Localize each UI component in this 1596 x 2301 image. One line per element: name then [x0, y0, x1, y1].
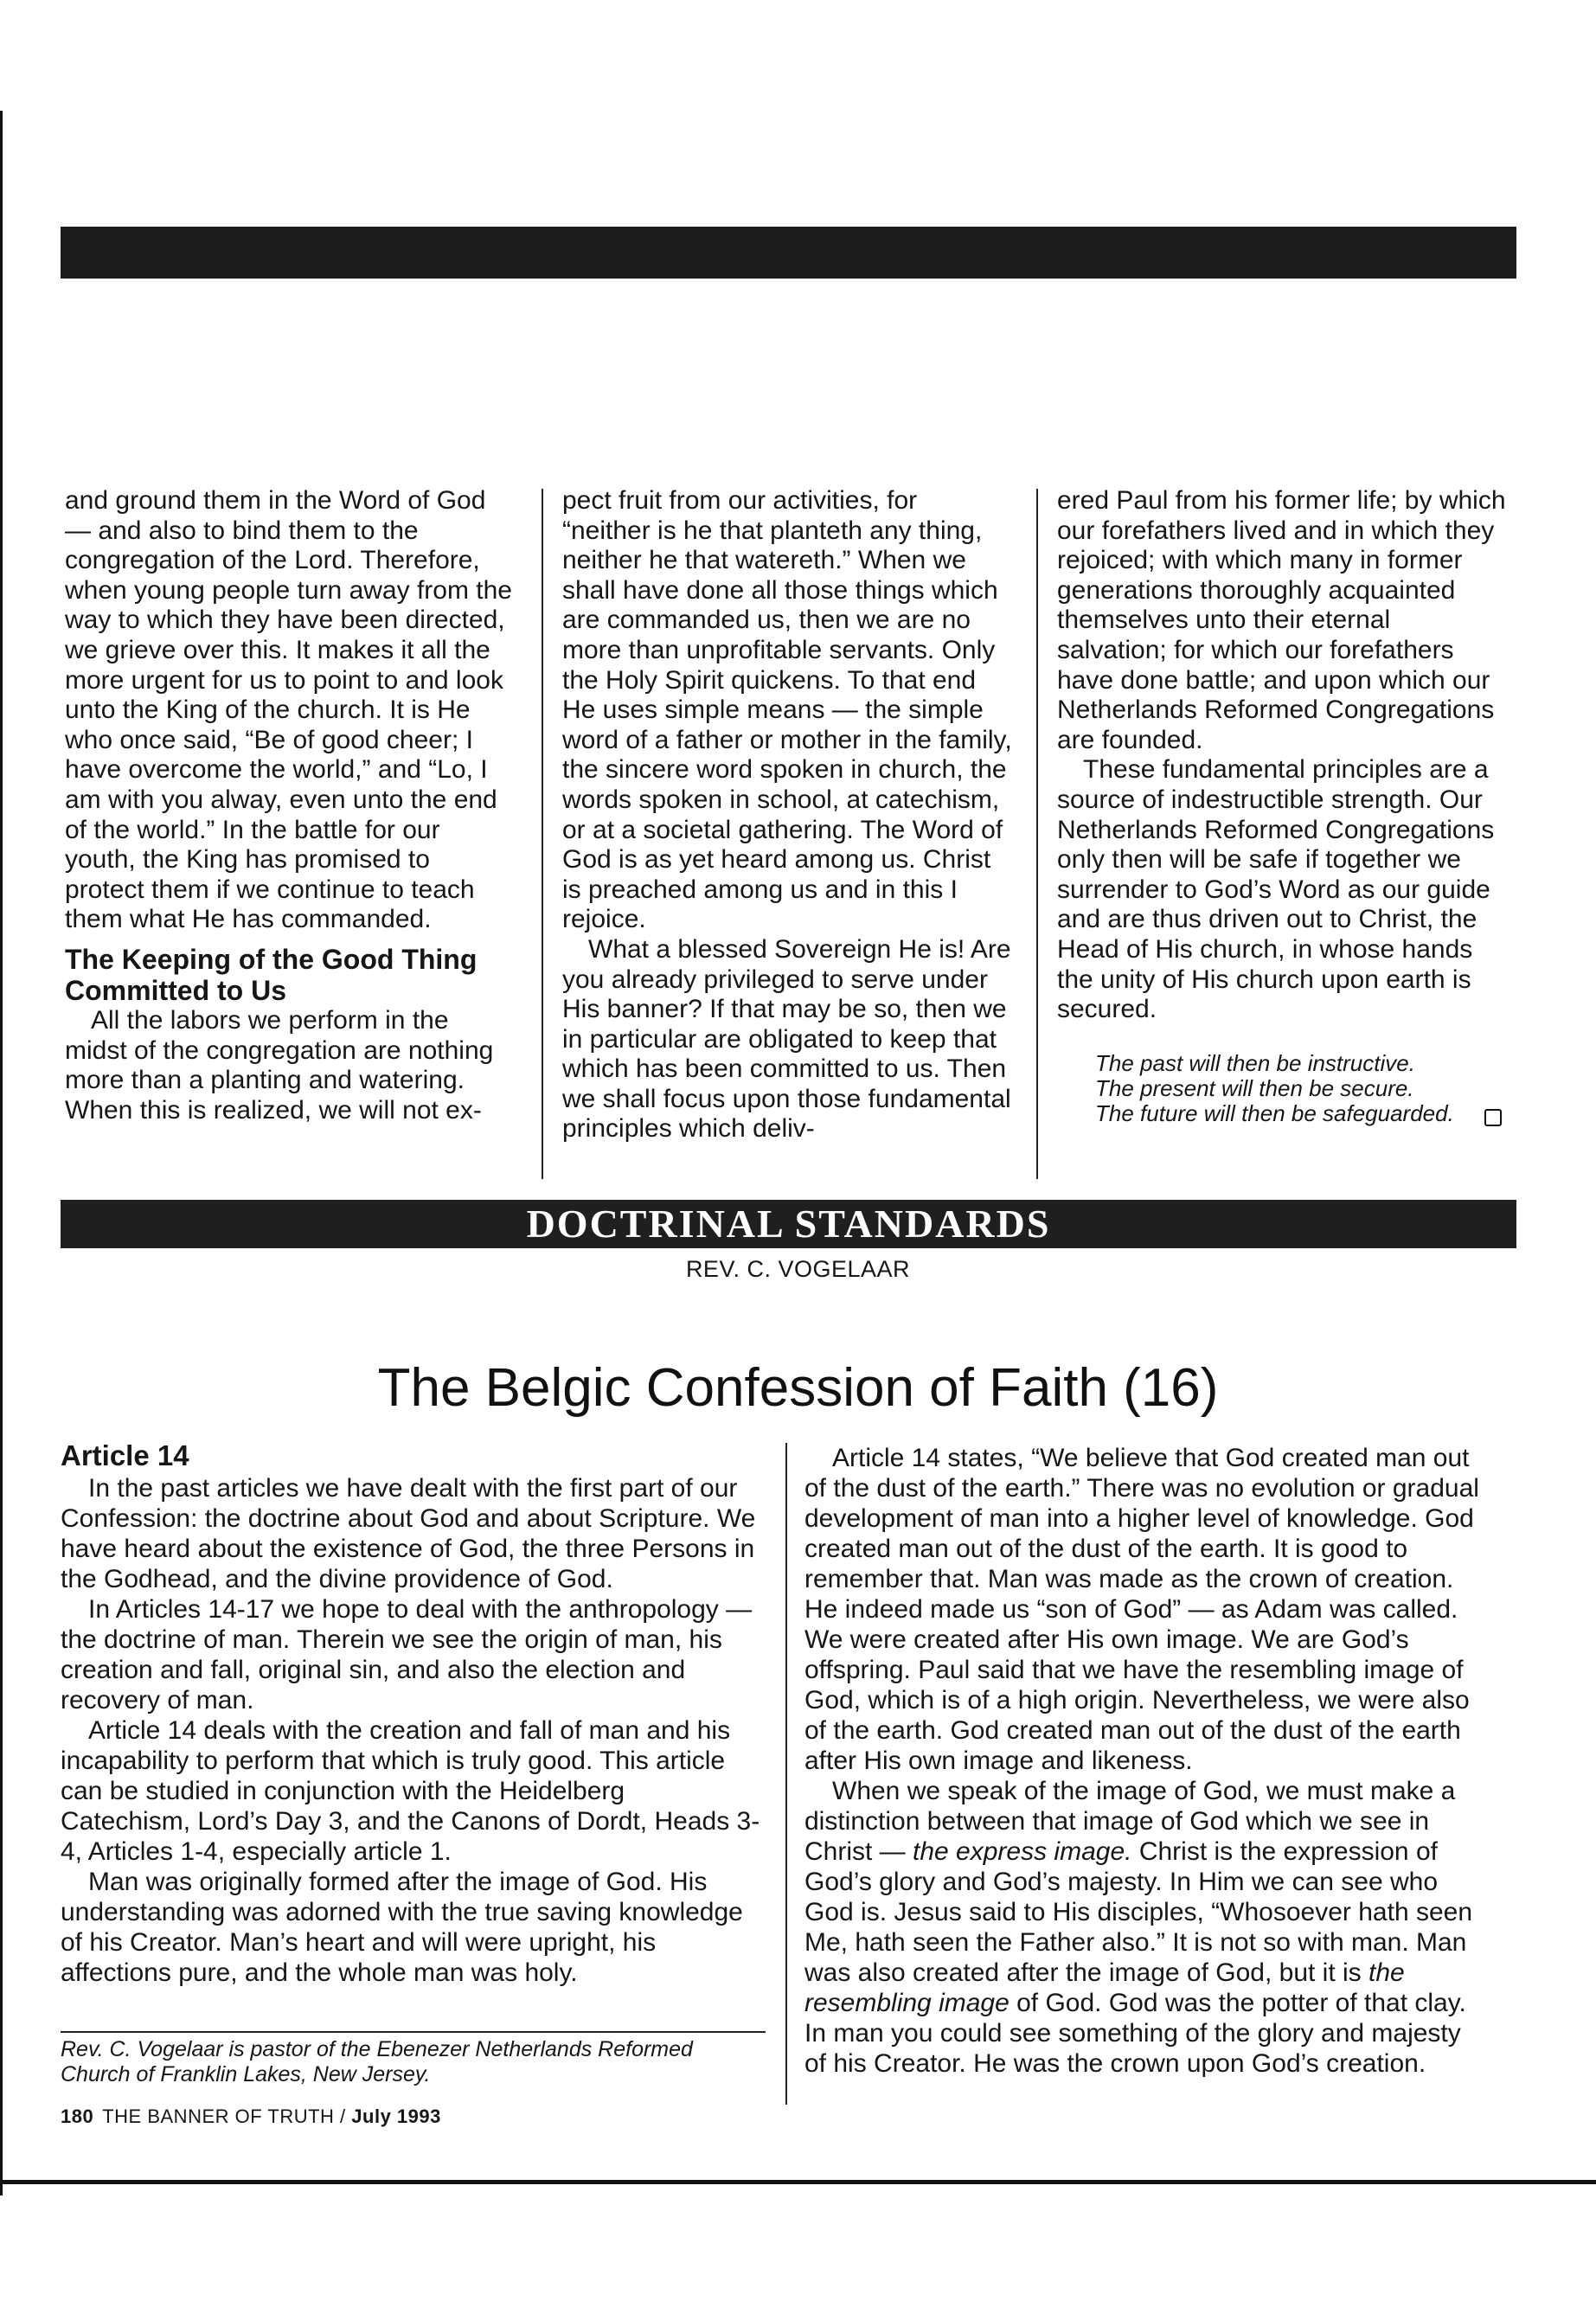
author-byline: REV. C. VOGELAAR	[685, 1256, 911, 1282]
paragraph	[804, 1776, 1479, 2079]
author-footnote: Rev. C. Vogelaar is pastor of the Ebenezer Netherlands Reformed Church of Franklin Lakes, New Jersey.	[61, 2037, 693, 2086]
footnote-rule	[61, 2031, 766, 2033]
top-header-band	[61, 227, 1516, 279]
poem-line: The present will then be secure.	[1095, 1074, 1414, 1101]
article-subheading: Article 14	[61, 1439, 189, 1471]
page-folio	[61, 2106, 441, 2128]
article-title: The Belgic Confession of Faith (16)	[377, 1358, 1219, 1418]
italic-text: the resembling image	[804, 1958, 1405, 2017]
column-divider	[785, 1443, 787, 2105]
paragraph: What a blessed Sovereign He is! Are you already privileged to serve under His banner? If that may be so, then we in particular are obligated to keep that which has been committed to us. Then we shall focus upon those fundamental principles which deliv-	[562, 934, 1011, 1144]
paragraph: Article 14 states, “We believe that God created man out of the dust of the earth.” There was no evolution or gradual development of man into a higher level of knowledge. God created man out of the dust of the earth. It is good to remember that. Man was made as the crown of creation. He indeed made us “son of God” — as Adam was called. We were created after His own image. We are God’s offspring. Paul said that we have the resembling image of God, which is of a high origin. Nevertheless, we were also of the earth. God created man out of the dust of the earth after His own image and likeness.	[804, 1444, 1479, 1775]
paragraph: In the past articles we have dealt with the first part of our Confession: the doctrine about God and about Scripture. We have heard about the existence of God, the three Persons in the Godhead, and the divine providence of God.	[61, 1474, 756, 1593]
poem-line: The past will then be instructive.	[1095, 1049, 1415, 1076]
paragraph: Article 14 deals with the creation and fall of man and his incapability to perform that which is truly good. This article can be studied in conjunction with the Heidelberg Catechism, Lord’s Day 3, and the Canons of Dordt, Heads 3-4, Articles 1-4, especially article 1.	[61, 1716, 760, 1866]
italic-text: the express image.	[913, 1837, 1132, 1866]
text-run: When we speak of the image of God, we must make a distinction between that image of God which we see in Christ —	[804, 1777, 1456, 1866]
department-banner	[61, 1200, 1516, 1248]
end-of-article-square-icon	[1484, 1109, 1502, 1126]
paragraph: All the labors we perform in the midst of the congregation are nothing more than a planting and watering. When this is realized, we will not ex-	[65, 1005, 494, 1125]
text-run: Christ is the expression of God’s glory and God’s majesty. In Him we can see who God is. Jesus said to His disciples, “Whosoever hath seen Me, hath seen the Father also.” It is not so with man. Man was also created after the image of God, but it is	[804, 1837, 1473, 1987]
section-heading: The Keeping of the Good Thing Committed to Us	[65, 943, 478, 1006]
magazine-name: THE BANNER OF TRUTH /	[102, 2106, 346, 2127]
continued-column-1	[65, 486, 515, 1125]
issue-date: July 1993	[351, 2106, 441, 2127]
article-column-1	[61, 1439, 761, 1988]
continued-column-2	[562, 486, 1012, 1144]
paragraph: These fundamental principles are a source of indestructible strength. Our Netherlands Reformed Congregations only then will be safe if together we surrender to God’s Word as our guide and are thus driven out to Christ, the Head of His church, in whose hands the unity of His church upon earth is secured.	[1057, 755, 1495, 1024]
article-column-2	[804, 1443, 1479, 2079]
paragraph: and ground them in the Word of God — and also to bind them to the congregation of the Lord. Therefore, when young people turn away from the way to which they have been directed, we grieve over this. It makes it all the more urgent for us to point to and look unto the King of the church. It is He who once said, “Be of good cheer; I have overcome the world,” and “Lo, I am with you alway, even unto the end of the world.” In the battle for our youth, the King has promised to protect them if we continue to teach them what He has commanded.	[65, 486, 512, 934]
paragraph: pect fruit from our activities, for “neither is he that planteth any thing, neither he that watereth.” When we shall have done all those things which are commanded us, then we are no more than unprofitable servants. Only the Holy Spirit quickens. To that end He uses simple means — the simple word of a father or mother in the family, the sincere word spoken in church, the words spoken in school, at catechism, or at a societal gathering. The Word of God is as yet heard among us. Christ is preached among us and in this I rejoice.	[562, 486, 1012, 934]
poem-line: The future will then be safeguarded.	[1095, 1099, 1454, 1126]
bottom-edge-rule	[0, 2180, 1596, 2184]
left-edge-rule	[0, 111, 3, 2195]
closing-poem	[1057, 1051, 1507, 1126]
column-divider	[1036, 489, 1038, 1179]
continued-column-3	[1057, 486, 1507, 1126]
text-run: of God. God was the potter of that clay. In man you could see something of the glory and majesty of his Creator. He was the crown upon God’s creation.	[804, 1989, 1466, 2078]
paragraph: ered Paul from his former life; by which our forefathers lived and in which they rejoiced; with which many in former generations thoroughly acquainted themselves unto their eternal salvation; for which our forefathers have done battle; and upon which our Netherlands Reformed Congregations are founded.	[1057, 486, 1506, 754]
page-number: 180	[61, 2106, 94, 2127]
paragraph: In Articles 14-17 we hope to deal with the anthropology — the doctrine of man. Therein we see the origin of man, his creation and fall, original sin, and also the election and recovery of man.	[61, 1595, 753, 1715]
column-divider	[542, 489, 543, 1179]
department-title: DOCTRINAL STANDARDS	[526, 1202, 1051, 1246]
paragraph: Man was originally formed after the image of God. His understanding was adorned with the true saving knowledge of his Creator. Man’s heart and will were upright, his affections pure, and the whole man was holy.	[61, 1868, 743, 1987]
